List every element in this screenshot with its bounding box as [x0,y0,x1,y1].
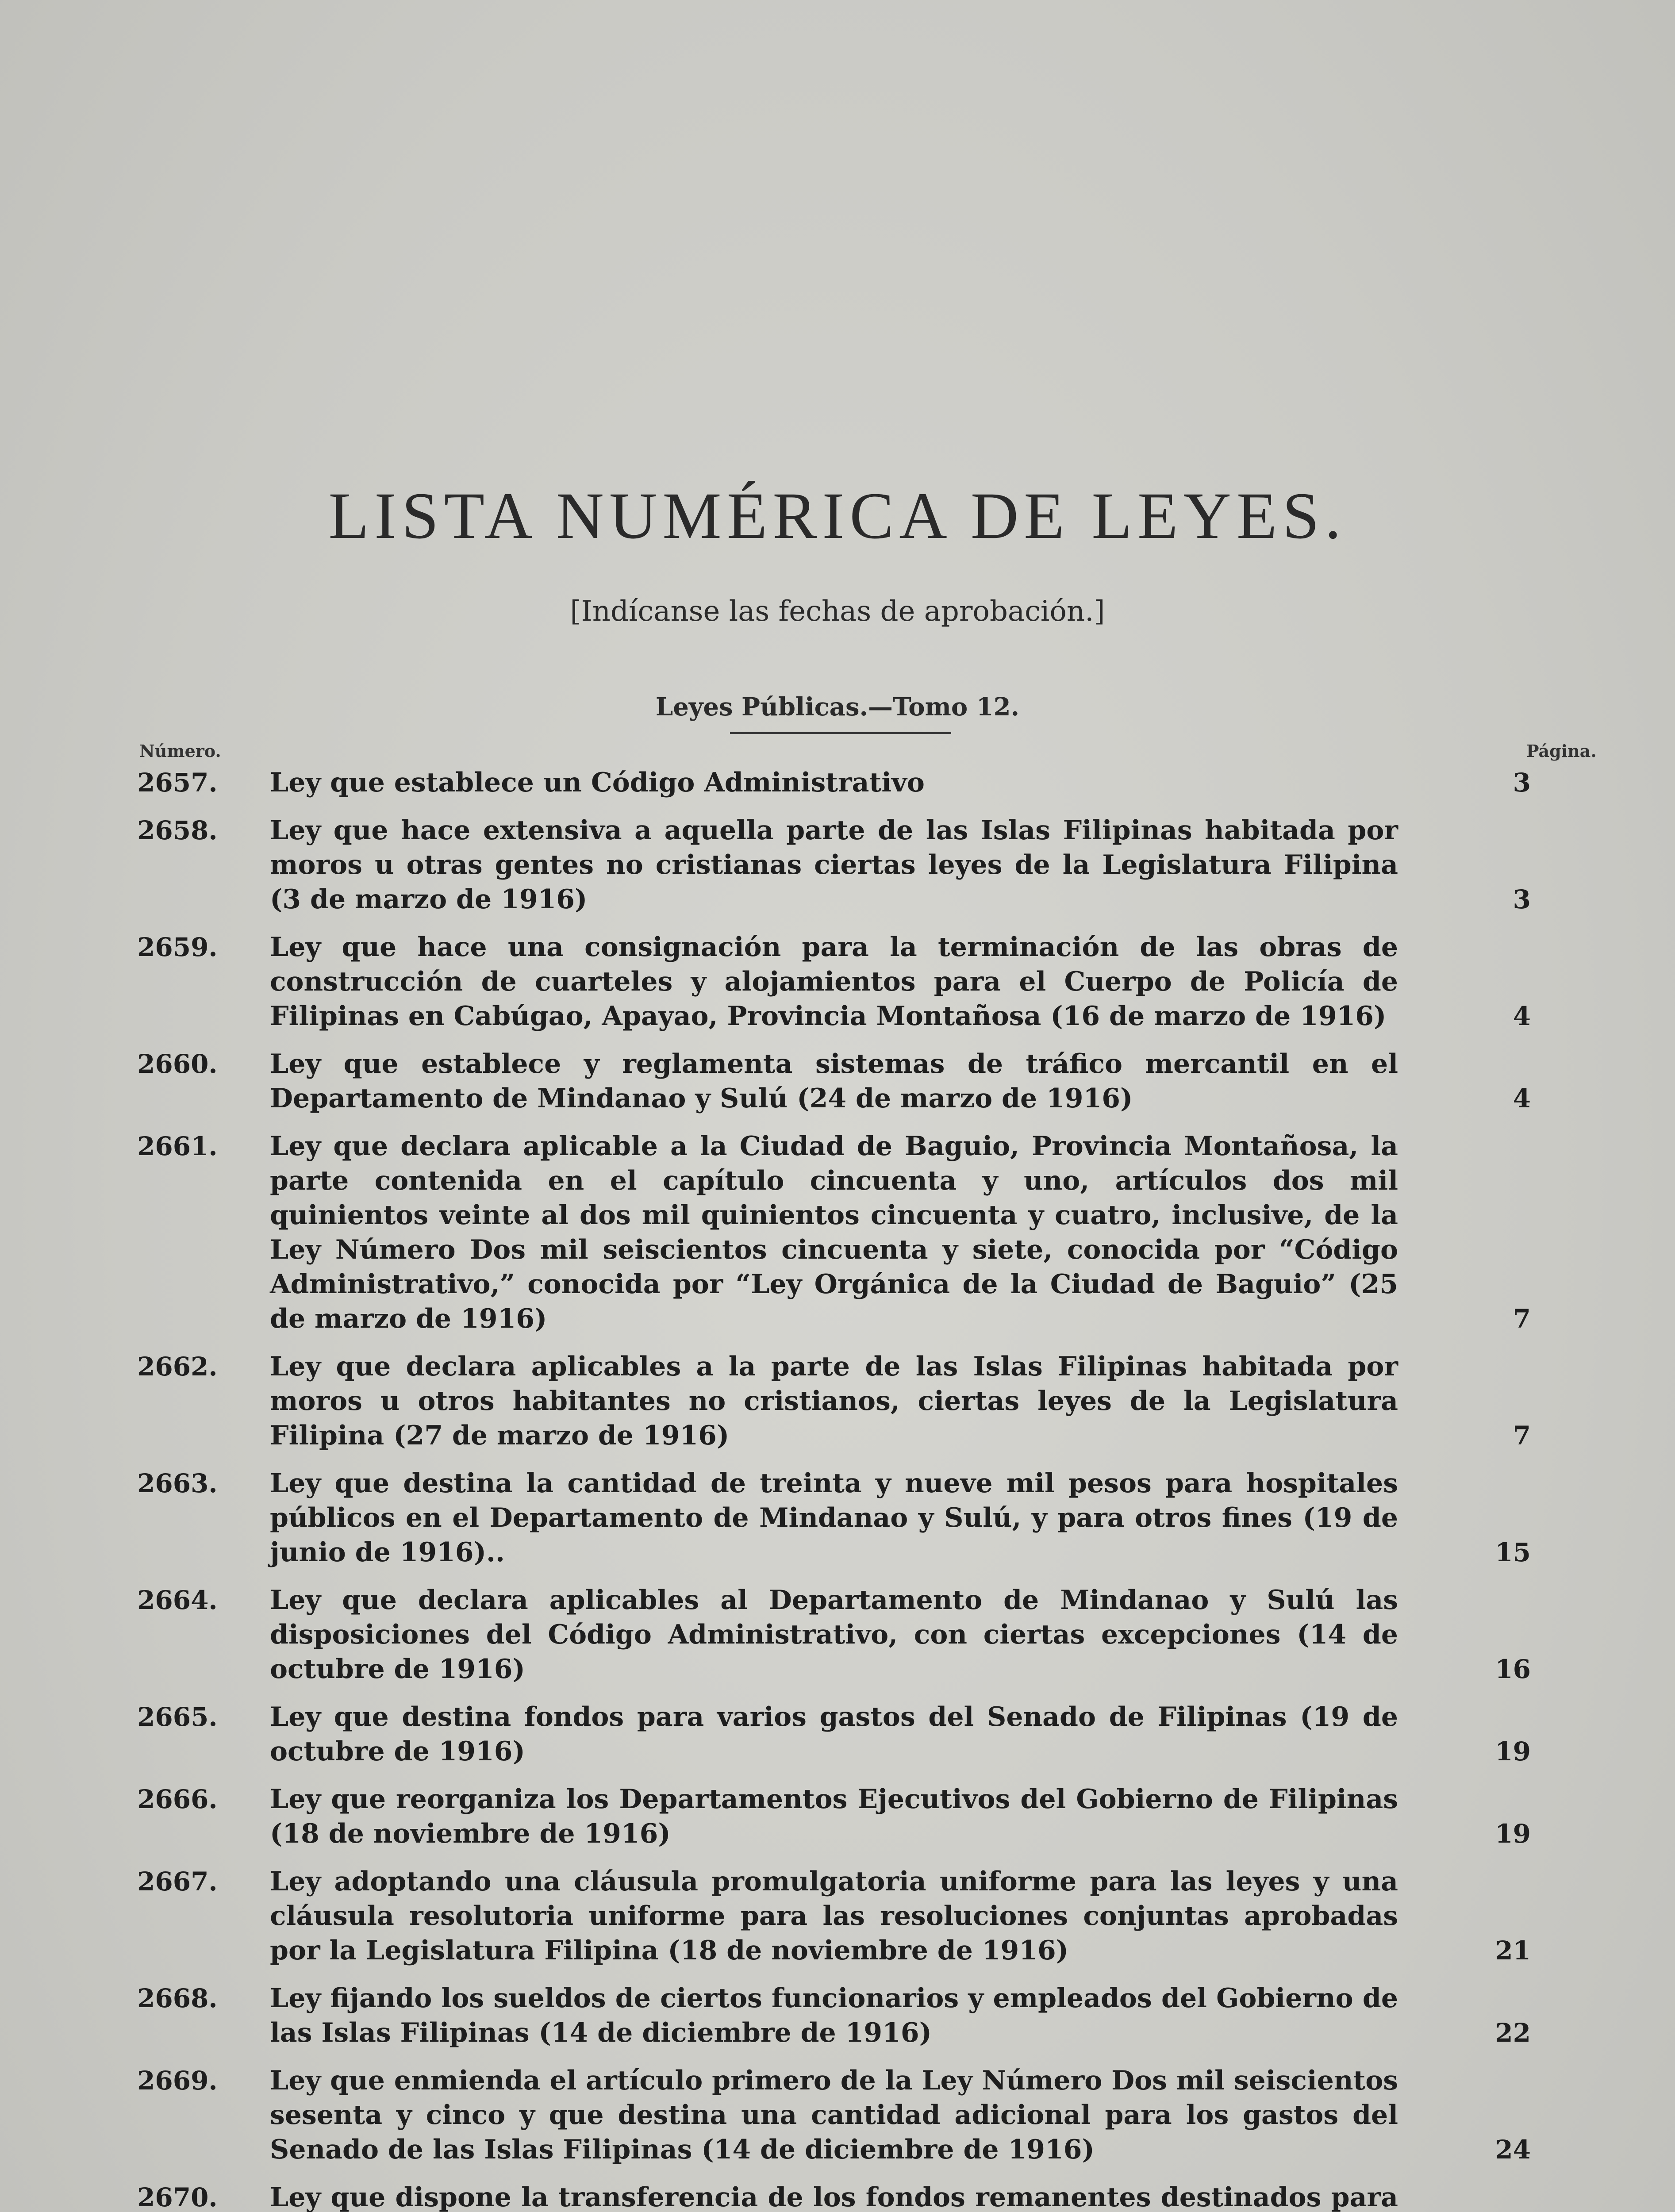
list-item [137,1466,1531,1570]
list-item [137,765,1531,800]
law-number: 2670. [137,2182,218,2212]
page-number: 3 [1513,768,1531,798]
list-item [137,2063,1531,2167]
column-header-page: Página. [1526,741,1597,761]
law-number: 2657. [137,768,218,798]
law-title: Ley que establece y reglamenta sistemas de tráfico mercantil en el Departamento de Mindanao y Sulú (24 de marzo de 1916) [270,1048,1398,1114]
column-header-number: Número. [139,741,221,761]
law-title: Ley adoptando una cláusula promulgatoria uniforme para las leyes y una cláusula resolutoria uniforme para las resoluciones conjuntas aprobadas por la Legislatura Filipina (18 de noviembre de 1916) [270,1866,1398,1966]
law-title: Ley que enmienda el artículo primero de la Ley Número Dos mil seiscientos sesenta y cinco y que destina una cantidad adicional para los gastos del Senado de las Islas Filipinas (14 de diciembre de 1916) [270,2065,1398,2165]
law-title: Ley que declara aplicables a la parte de las Islas Filipinas habitada por moros u otros habitantes no cristianos, ciertas leyes de la Legislatura Filipina (27 de marzo de 1916) [270,1351,1398,1451]
law-title: Ley fijando los sueldos de ciertos funcionarios y empleados del Gobierno de las Islas Filipinas (14 de diciembre de 1916) [270,1983,1398,2048]
law-title: Ley que destina fondos para varios gastos del Senado de Filipinas (19 de octubre de 1916) [270,1701,1398,1767]
page-subtitle: [Indícanse las fechas de aprobación.] [570,595,1105,628]
page-title: LISTA NUMÉRICA DE LEYES. [328,479,1347,553]
law-number: 2664. [137,1585,218,1615]
law-number: 2658. [137,815,218,845]
list-item [137,1583,1531,1686]
page-number: 16 [1495,1654,1531,1684]
page-number: 7 [1513,1304,1531,1334]
page-number: 19 [1495,1736,1531,1767]
law-title: Ley que reorganiza los Departamentos Ejecutivos del Gobierno de Filipinas (18 de noviembre de 1916) [270,1784,1398,1849]
list-item [137,813,1531,917]
law-number: 2663. [137,1468,218,1498]
page-number: 22 [1495,2018,1531,2048]
page-number: 21 [1495,1936,1531,1966]
list-item [137,1129,1531,1336]
law-list [137,765,1531,2212]
page-number: 19 [1495,1819,1531,1849]
law-title: Ley que dispone la transferencia de los fondos remanentes destinados para [270,2182,1398,2212]
page-number: 4 [1513,1083,1531,1114]
law-number: 2660. [137,1049,218,1079]
list-item [137,1047,1531,1116]
list-item [137,930,1531,1033]
page-number: 24 [1495,2135,1531,2165]
law-title: Ley que establece un Código Administrativo [270,767,925,798]
law-title: Ley que hace extensiva a aquella parte de las Islas Filipinas habitada por moros u otras gentes no cristianas ciertas leyes de la Legislatura Filipina (3 de marzo de 1916) [270,815,1398,915]
law-number: 2661. [137,1131,218,1161]
law-title: Ley que hace una consignación para la terminación de las obras de construcción de cuarteles y alojamientos para el Cuerpo de Policía de Filipinas en Cabúgao, Apayao, Provincia Montañosa (16 de marzo de 1916) [270,932,1398,1032]
law-number: 2665. [137,1702,218,1732]
volume-heading: Leyes Públicas.—Tomo 12. [655,692,1020,722]
law-number: 2659. [137,932,218,962]
list-item [137,1981,1531,2050]
page-number: 7 [1513,1421,1531,1451]
list-item [137,1349,1531,1453]
law-title: Ley que declara aplicables al Departamento de Mindanao y Sulú las disposiciones del Código Administrativo, con ciertas excepciones (14 de octubre de 1916) [270,1585,1398,1685]
law-number: 2669. [137,2066,218,2096]
page-number: 3 [1513,884,1531,914]
page-number: 4 [1513,1001,1531,1031]
law-title: Ley que declara aplicable a la Ciudad de Baguio, Provincia Montañosa, la parte contenida en el capítulo cincuenta y uno, artículos dos mil quinientos veinte al dos mil quinientos cincuenta y cuatro, inclusive, de la Ley Número Dos mil seiscientos cincuenta y siete, conocida por “Código Administrativo,” conocida por “Ley Orgánica de la Ciudad de Baguio” (25 de marzo de 1916) [270,1131,1398,1334]
page-number: 15 [1495,1537,1531,1567]
law-number: 2666. [137,1784,218,1814]
law-number: 2667. [137,1866,218,1897]
list-item [137,1700,1531,1769]
law-number: 2668. [137,1983,218,2013]
law-number: 2662. [137,1352,218,1382]
divider-rule [730,732,951,734]
list-item [137,1782,1531,1851]
law-title: Ley que destina la cantidad de treinta y nueve mil pesos para hospitales públicos en el Departamento de Mindanao y Sulú, y para otros fines (19 de junio de 1916).. [270,1468,1398,1568]
list-item [137,1864,1531,1968]
list-item [137,2180,1531,2212]
